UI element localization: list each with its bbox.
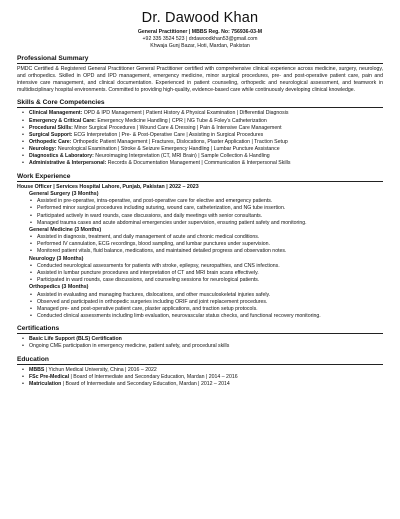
certification-item [29, 336, 383, 343]
duty-item: • Observed and participated in orthopedic surgeries including ORIF and joint replacement procedures. [37, 299, 383, 306]
duty-item: • Participated in ward rounds, case discussions, and counseling sessions for neurological patients. [37, 277, 383, 284]
duty-item: • Performed minor surgical procedures including suturing, wound care, catheterization, and NG tube insertion. [37, 205, 383, 212]
certifications-list [17, 336, 383, 350]
duty-item: • Managed pre- and post-operative patient care, plaster applications, and traction setup protocols. [37, 306, 383, 313]
education-item-value: | Board of Intermediate and Secondary Education, Mardan | 2012 – 2014 [61, 380, 230, 387]
education-item-value: | Yichun Medical University, China | 2016 – 2022 [44, 366, 157, 373]
education-divider [17, 364, 383, 365]
skill-item [29, 139, 383, 146]
experience-divider [17, 181, 383, 182]
duty-item: • Performed IV cannulation, ECG recordings, blood sampling, and lumbar punctures under supervision. [37, 241, 383, 248]
skill-item-key: Emergency & Critical Care: [29, 117, 96, 124]
skill-item-value: Minor Surgical Procedures | Wound Care & Dressing | Pain & Intensive Care Management [72, 124, 282, 131]
certifications-divider [17, 333, 383, 334]
summary-divider [17, 63, 383, 64]
certification-item-key: Basic Life Support (BLS) Certification [29, 336, 122, 343]
rotation-duties [17, 292, 383, 321]
skill-item [29, 125, 383, 132]
skills-heading: Skills & Core Competencies [17, 99, 105, 107]
skill-item [29, 118, 383, 125]
title-registration: General Practitioner | MBBS Reg. No: 756936-03-M [137, 29, 263, 35]
education-item [29, 367, 383, 374]
education-heading: Education [17, 355, 49, 363]
job-title: House Officer | Services Hospital Lahore, Punjab, Pakistan | 2022 – 2023 [17, 183, 199, 190]
skill-item-key: Clinical Management: [29, 110, 83, 117]
education-item-value: | Board of Intermediate and Secondary Education, Mardan | 2014 – 2016 [69, 373, 238, 380]
summary-heading: Professional Summary [17, 55, 89, 62]
skill-item [29, 146, 383, 153]
duty-item: • Assisted in diagnosis, treatment, and daily management of acute and chronic medical conditions. [37, 234, 383, 241]
education-item-key: Matriculation [29, 380, 62, 387]
duty-item: • Conducted clinical assessments including limb evaluation, neurovascular status checks, and functional recovery monitoring. [37, 313, 383, 320]
skill-item-key: Diagnostics & Laboratory: [29, 153, 94, 160]
phone-email: +92 335 3524 523 | drdawoodkhan53@gmail.com [142, 36, 258, 42]
skill-item-value: Emergency Medicine Handling | CPR | NG Tube & Foley's Catheterization [95, 117, 267, 124]
summary-text: PMDC Certified & Registered General Practitioner General Practitioner certified with comprehensive clinical experience across medicine, surgery, neurology, and orthopedics. Skilled in OPD and IPD management, emergency medicine, minor surgical procedures, pre- and post-operative patient care, pain and intensive care management, and clinical documentation. Experienced in patient counseling, orthopedic and neurological assessment, and teamwork in multidisciplinary hospital environments. Committed to providing high-quality, evidence-based care while continuously developing clinical knowledge. [17, 66, 383, 94]
education-item [29, 374, 383, 381]
skill-item-key: Orthopedic Care: [29, 139, 72, 145]
skill-item-key: Administrative & Interpersonal: [29, 160, 107, 167]
address: Khwaja Gunj Bazar, Hoti, Mardan, Pakistan [150, 43, 250, 49]
skill-item-value: Records & Documentation Management | Communication & Interpersonal Skills [106, 160, 291, 167]
skill-item-value: ECG Interpretation | Pre- & Post-Operative Care | Assisting in Surgical Procedures [72, 131, 264, 138]
rotation-title: General Medicine (3 Months) [29, 226, 102, 233]
skills-list [17, 110, 383, 167]
skill-item-key: Procedural Skills: [29, 124, 73, 131]
certifications-heading: Certifications [17, 325, 60, 333]
duty-item: • Participated actively in ward rounds, case discussions, and daily meetings with senior consultants. [37, 213, 383, 220]
duty-item: • Assisted in evaluating and managing fractures, dislocations, and other musculoskeletal injuries safely. [37, 292, 383, 299]
certification-item [29, 343, 383, 350]
skill-item-value: Neurological Examination | Stroke & Seizure Emergency Handling | Lumbar Puncture Assistance [56, 146, 280, 153]
rotation-duties [17, 198, 383, 227]
candidate-name: Dr. Dawood Khan [141, 10, 259, 26]
duty-item: • Managed trauma cases and acute abdominal emergencies under supervision, ensuring patient safety and monitoring. [37, 220, 383, 227]
rotation-duties [17, 263, 383, 284]
rotation-title: Neurology (3 Months) [29, 255, 84, 262]
duty-item: • Assisted in lumbar puncture procedures and interpretation of CT and MRI brain scans effectively. [37, 270, 383, 277]
experience-block [17, 184, 383, 321]
duty-item: • Assisted in pre-operative, intra-operative, and post-operative care for elective and emergency patients. [37, 198, 383, 205]
certification-item-value: Ongoing CME participation in emergency medicine, patient safety, and procedural skills [29, 343, 230, 350]
skills-divider [17, 107, 383, 108]
duty-item: • Monitored patient vitals, fluid balance, medications, and maintained detailed progress and observation notes. [37, 248, 383, 255]
education-item-key: FSc Pre-Medical [29, 373, 70, 380]
rotation-duties [17, 234, 383, 255]
duty-item: • Conducted neurological assessments for patients with stroke, epilepsy, neuropathies, and CNS infections. [37, 263, 383, 270]
skill-item-value: OPD & IPD Management | Patient History & Physical Examination | Differential Diagnosis [82, 110, 289, 117]
skill-item [29, 110, 383, 117]
education-item-key: MBBS [29, 366, 45, 373]
skill-item-key: Surgical Support: [29, 131, 73, 138]
skill-item-key: Neurology: [29, 146, 57, 153]
experience-heading: Work Experience [17, 172, 71, 180]
education-list [17, 367, 383, 388]
contact-block [17, 29, 383, 50]
rotation-title: General Surgery (3 Months) [29, 190, 99, 197]
skill-item [29, 132, 383, 139]
skill-item [29, 160, 383, 167]
education-item [29, 381, 383, 388]
skill-item-value: Orthopedic Patient Management | Fractures, Dislocations, Plaster Application | Traction Setup [71, 139, 288, 145]
skill-item [29, 153, 383, 160]
skill-item-value: Neuroimaging Interpretation (CT, MRI Brain) | Sample Collection & Handling [93, 153, 270, 160]
rotation-title: Orthopedics (3 Months) [29, 284, 89, 291]
